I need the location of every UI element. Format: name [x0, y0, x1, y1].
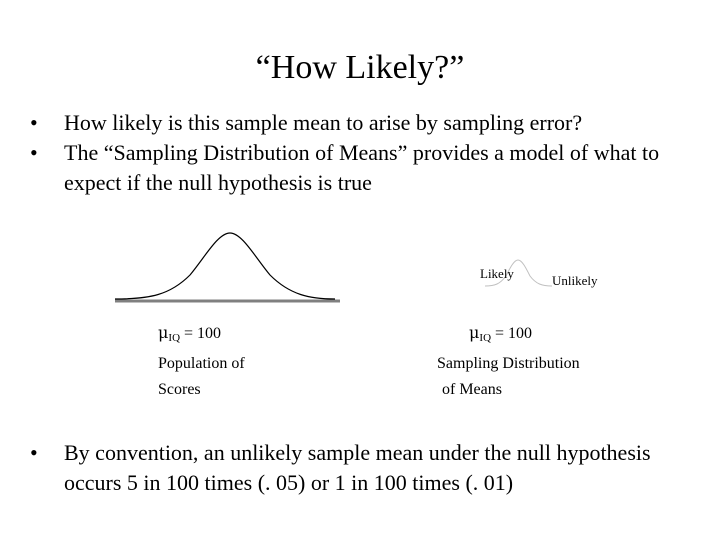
population-mean-line [158, 320, 245, 351]
bullet-list [30, 108, 700, 198]
bullet-text: The “Sampling Distribution of Means” provides a model of what to expect if the null hypothesis is true [64, 140, 660, 195]
slide-title: “How Likely?” [255, 49, 465, 86]
sampling-label-line3: of Means [442, 381, 502, 398]
likely-label: Likely [480, 266, 514, 281]
mean-value: = 100 [180, 325, 222, 342]
bullet-2 [30, 138, 700, 198]
population-label-line2: Population of [158, 355, 245, 372]
bullet-3 [30, 438, 700, 498]
iq-subscript: IQ [168, 332, 181, 344]
sampling-mean-line [437, 320, 580, 351]
population-label-line3: Scores [158, 381, 201, 398]
bullet-text: By convention, an unlikely sample mean under the null hypothesis occurs 5 in 100 times (. 05) or 1 in 100 times (. 01) [64, 440, 651, 495]
mu-symbol: μ [469, 323, 480, 342]
bullet-dot: • [30, 140, 38, 165]
population-curve-figure [110, 225, 345, 310]
bullet-dot: • [30, 110, 38, 135]
mu-symbol: μ [158, 323, 169, 342]
unlikely-label: Unlikely [552, 273, 598, 288]
population-label [158, 320, 245, 403]
bullet-1 [30, 108, 700, 138]
mean-value: = 100 [491, 325, 533, 342]
sampling-label [437, 320, 580, 403]
bullet-dot: • [30, 440, 38, 465]
population-curve [115, 233, 335, 299]
bottom-bullet [30, 438, 700, 498]
iq-subscript: IQ [479, 332, 492, 344]
bullet-text: How likely is this sample mean to arise by sampling error? [64, 110, 583, 135]
sampling-label-line2: Sampling Distribution [437, 355, 580, 372]
